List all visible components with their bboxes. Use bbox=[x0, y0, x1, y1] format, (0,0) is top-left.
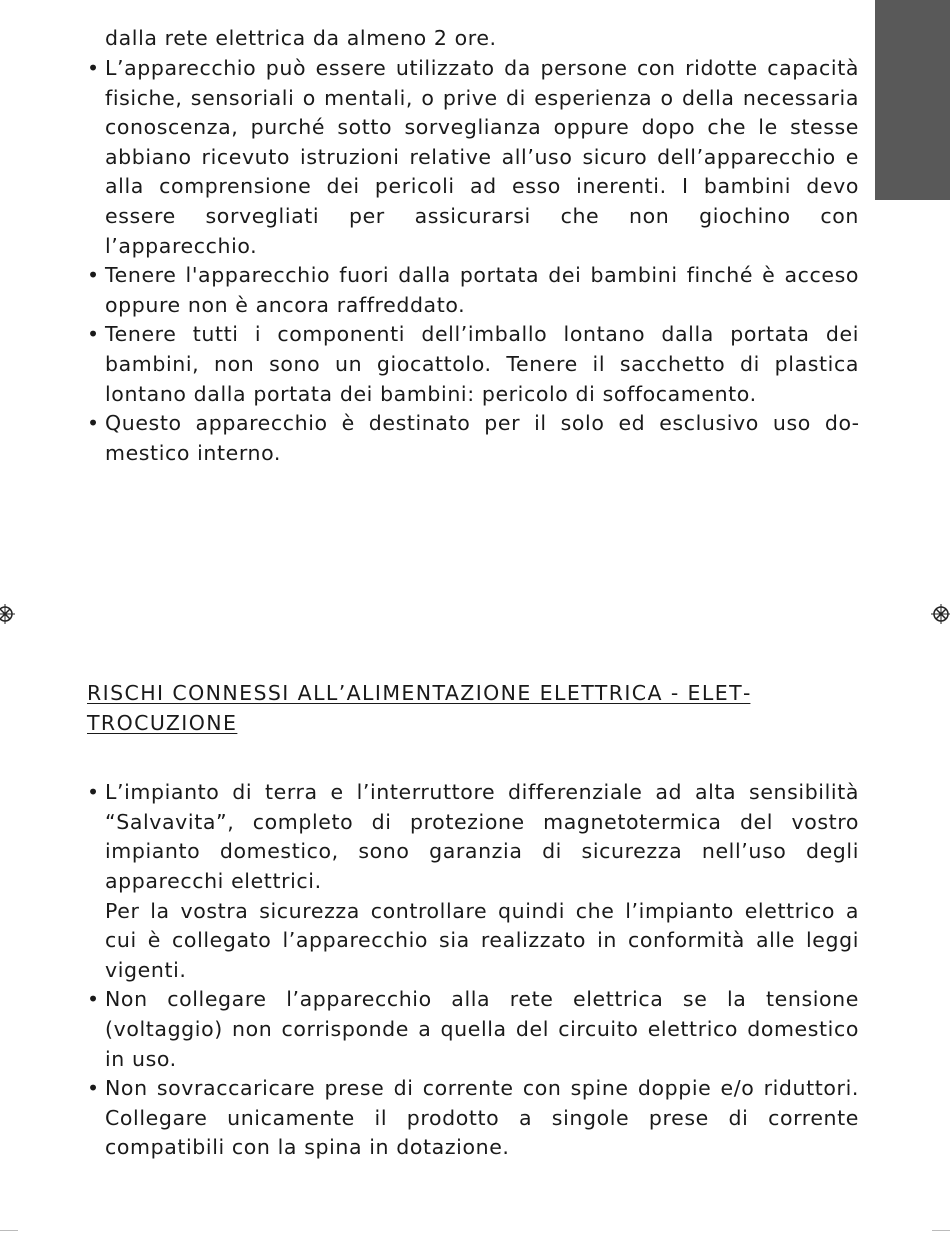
list-item: • Tenere l'apparecchio fuori dalla portata dei bambini finché è acceso oppure non è ancora raffreddato. bbox=[87, 261, 859, 320]
list-item: • Non collegare l’apparecchio alla rete elettrica se la tensione (voltaggio) non corrisponde a quella del circuito elettrico domestico in uso. bbox=[87, 985, 859, 1074]
safety-list bbox=[87, 54, 859, 468]
list-item: • L’impianto di terra e l’interruttore differenziale ad alta sensibilità “Salvavita”, completo di protezione magnetotermica del vostro impianto domestico, sono garanzia di sicurezza nell’uso degli apparecchi elettrici. Per la vostra sicurezza controllare quindi che l’impianto elettrico a cui è collegato l’apparecchio sia realizzato in conformità alle leggi vigenti. bbox=[87, 778, 859, 985]
list-item: • Questo apparecchio è destinato per il solo ed esclusivo uso domestico interno. bbox=[87, 409, 859, 468]
crop-mark bbox=[932, 1230, 950, 1231]
registration-mark-icon bbox=[0, 604, 15, 624]
continued-text: dalla rete elettrica da almeno 2 ore. bbox=[105, 26, 497, 50]
section-heading: RISCHI CONNESSI ALL’ALIMENTAZIONE ELETTRICA - ELETTROCUZIONE bbox=[87, 681, 751, 735]
language-tab bbox=[875, 0, 950, 200]
list-item: • Tenere tutti i componenti dell’imballo lontano dalla portata dei bambini, non sono un giocattolo. Tenere il sacchetto di plastica lontano dalla portata dei bambini: pericolo di soffocamento. bbox=[87, 320, 859, 409]
registration-mark-icon bbox=[931, 604, 950, 624]
crop-mark bbox=[0, 1230, 18, 1231]
list-item: • L’apparecchio può essere utilizzato da persone con ridotte capacità fisiche, sensoriali o mentali, o prive di esperienza o della necessaria conoscenza, purché sotto sorveglianza oppure dopo che le stesse abbiano ricevuto istruzioni relative all’uso sicuro dell’apparecchio e alla comprensione dei pericoli ad esso inerenti. I bambini devo essere sorvegliati per assicurarsi che non giochino con l’apparecchio. bbox=[87, 54, 859, 261]
electrical-risks-section bbox=[87, 679, 859, 1163]
electrical-list bbox=[87, 778, 859, 1163]
safety-list-section bbox=[87, 54, 859, 468]
list-item: • Non sovraccaricare prese di corrente con spine doppie e/o riduttori. Collegare unicamente il prodotto a singole prese di corrente compatibili con la spina in dotazione. bbox=[87, 1074, 859, 1163]
